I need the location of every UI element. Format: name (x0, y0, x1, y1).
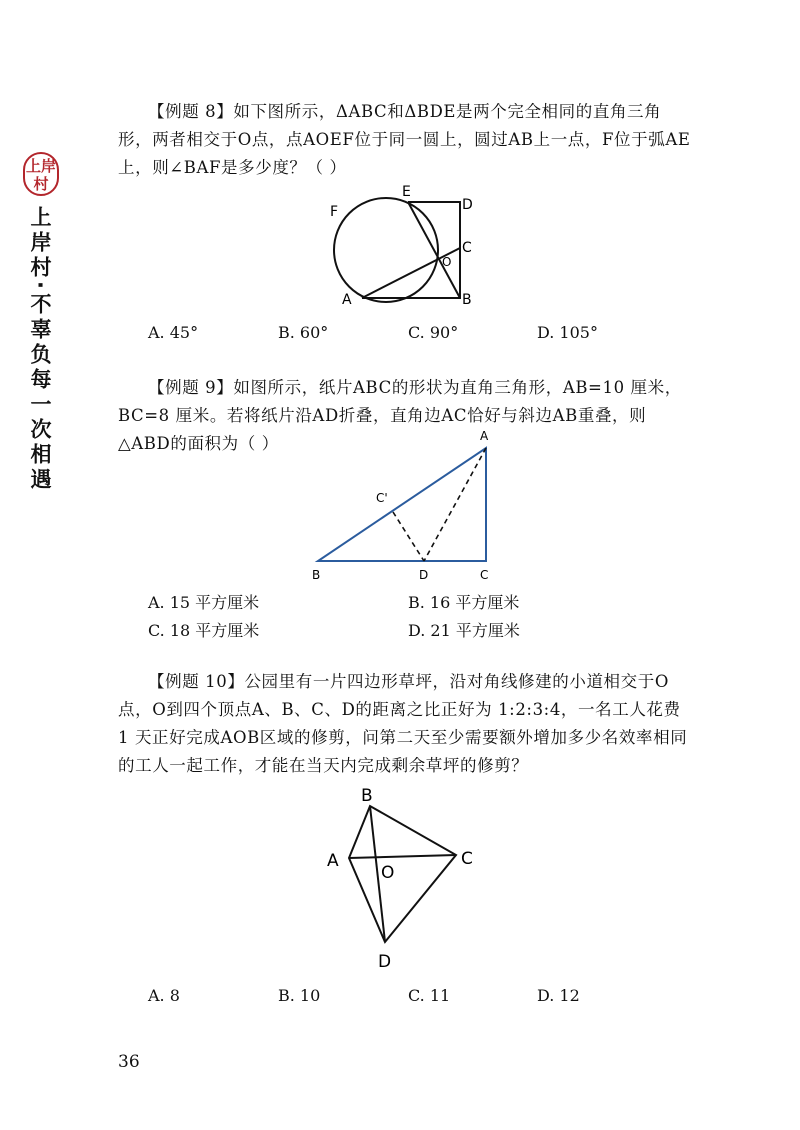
question-10 (118, 668, 693, 780)
q9-option-b: B. 16 平方厘米 (408, 593, 520, 612)
q9-fold-ad (424, 448, 486, 561)
q9-label-b: B (312, 568, 321, 582)
q8-square (362, 202, 460, 298)
page-number: 36 (118, 1052, 140, 1072)
question-8 (118, 98, 693, 182)
figure-q10 (320, 782, 490, 972)
q8-line-ec (408, 202, 460, 298)
q8-option-a: A. 45° (148, 323, 199, 342)
question-9-text: 【例题 9】如图所示，纸片ABC的形状为直角三角形，AB=10 厘米，BC=8 厘米。若将纸片沿AD折叠，直角边AC恰好与斜边AB重叠，则△ABD的面积为（ ） (118, 378, 682, 453)
seal-logo: 上岸 村 (23, 152, 59, 196)
q10-label-d: D (378, 952, 392, 972)
q8-label-c: C (462, 240, 472, 256)
q9-label-d: D (419, 568, 429, 582)
figure-q9 (304, 428, 504, 584)
q10-option-d: D. 12 (537, 986, 580, 1005)
q8-option-d: D. 105° (537, 323, 598, 342)
sidebar-slogan: 上岸村·不辜负每一次相遇 (28, 206, 52, 493)
q10-diagonal-ac (349, 855, 456, 858)
q8-label-a: A (342, 292, 352, 308)
q8-label-b: B (462, 292, 472, 308)
q10-option-b: B. 10 (278, 986, 321, 1005)
q8-label-e: E (402, 184, 411, 200)
figure-q8 (322, 184, 482, 314)
q10-option-c: C. 11 (408, 986, 451, 1005)
q10-quadrilateral (349, 806, 456, 942)
q9-option-c: C. 18 平方厘米 (148, 621, 260, 640)
q9-label-c-prime: C' (376, 491, 388, 505)
question-8-text: 【例题 8】如下图所示，ΔABC和ΔBDE是两个完全相同的直角三角形，两者相交于O点，点AOEF位于同一圆上，圆过AB上一点，F位于弧AE上，则∠BAF是多少度？（ ） (118, 102, 691, 177)
q10-label-c: C (461, 849, 473, 869)
q10-label-b: B (361, 786, 373, 806)
q10-label-o: O (381, 863, 395, 883)
q10-option-a: A. 8 (148, 986, 180, 1005)
q10-label-a: A (327, 851, 339, 871)
q9-fold-cd (393, 512, 424, 561)
q8-label-o: O (442, 255, 452, 269)
question-10-text: 【例题 10】公园里有一片四边形草坪，沿对角线修建的小道相交于O点，O到四个顶点A、B、C、D的距离之比正好为 1:2:3:4，一名工人花费 1 天正好完成AOB区域的修剪，问第二天至少需要额外增加多少名效率相同的工人一起工作，才能在当天内完成剩余草坪的修剪？ (118, 672, 688, 775)
q8-option-b: B. 60° (278, 323, 329, 342)
q8-option-c: C. 90° (408, 323, 459, 342)
q8-label-d: D (462, 197, 473, 213)
q9-option-d: D. 21 平方厘米 (408, 621, 520, 640)
q9-label-c: C (480, 568, 489, 582)
q9-label-a: A (480, 429, 489, 443)
q8-label-f: F (330, 204, 339, 220)
q9-triangle (318, 448, 486, 561)
q9-option-a: A. 15 平方厘米 (148, 593, 260, 612)
